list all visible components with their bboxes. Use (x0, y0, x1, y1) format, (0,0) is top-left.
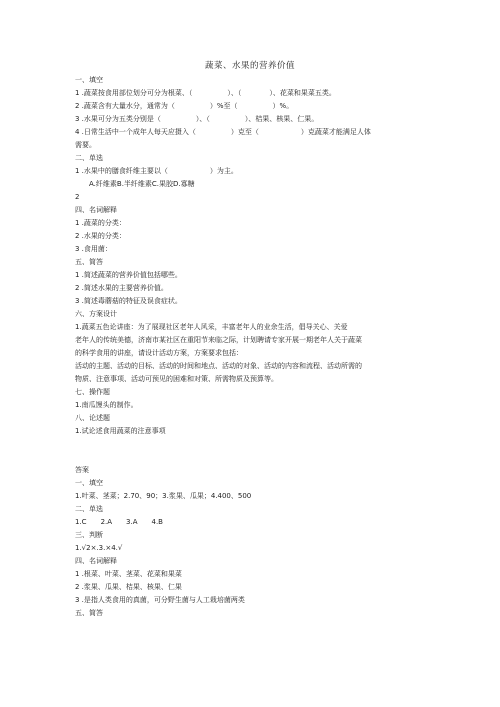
text-line: 活动的主题、活动的目标、活动的时间和地点、活动的对象、活动的内容和流程、活动所需的 (75, 362, 362, 370)
text-line: 答案 (75, 466, 89, 474)
text-line: 4 .日常生活中一个成年人每天应摄入（ ）克至（ ）克蔬菜才能满足人体 (75, 128, 371, 136)
text-line: 2 .蔬菜含有大量水分，通常为（ ）%至（ ）%。 (75, 102, 294, 110)
text-line: 1 .根菜、叶菜、茎菜、花菜和果菜 (75, 570, 182, 578)
text-line: 1 .简述蔬菜的营养价值包括哪些。 (75, 271, 182, 279)
text-line: 需要。 (75, 141, 96, 149)
text-line: 四、名词解释 (75, 557, 117, 565)
text-line: 六、方案设计 (75, 310, 117, 318)
text-line: 五、简答 (75, 609, 103, 617)
text-line: 老年人的传统美德，济南市某社区在重阳节来临之际，计划聘请专家开展一期老年人关于蔬菜 (75, 336, 362, 344)
text-line: 3 .食用菌： (75, 245, 112, 253)
text-line: 的科学食用的讲座，请设计活动方案，方案要求包括： (75, 349, 243, 357)
text-line: 3 .简述毒蘑菇的特征及误食症状。 (75, 297, 182, 305)
blank-line (75, 451, 425, 464)
document-title: 蔬菜、水果的营养价值 (204, 61, 295, 71)
text-line: 1.C 2.A 3.A 4.B (75, 518, 163, 526)
text-line: 五、简答 (75, 258, 103, 266)
text-line: 2 (75, 193, 80, 201)
text-line: 四、名词解释 (75, 206, 117, 214)
text-line: 2 .浆果、瓜果、桔果、核果、仁果 (75, 583, 182, 591)
text-line: 1.√2×.3.×4.√ (75, 544, 123, 552)
text-line: 七、操作题 (75, 388, 110, 396)
text-line: 八、论述题 (75, 414, 110, 422)
text-line: 3 .是指人类食用的真菌，可分野生菌与人工栽培菌两类 (75, 596, 245, 604)
text-line: 三、判断 (75, 531, 103, 539)
text-line: 一、填空 (75, 479, 103, 487)
blank-line (75, 438, 425, 451)
text-line: 1 .蔬菜的分类： (75, 219, 126, 227)
text-line: A.纤维素B.半纤维素C.果胶D.寡糖 (89, 180, 195, 188)
text-line: 1.叶菜、茎菜；2.70、90；3.浆果、瓜果；4.400、500 (75, 492, 252, 500)
text-line: 物质、注意事项、活动可预见的困难和对策、所需物质及预算等。 (75, 375, 278, 383)
text-line: 1 .水果中的膳食纤维主要以（ ）为主。 (75, 167, 238, 175)
document-body (75, 74, 425, 620)
text-line: 2 .水果的分类： (75, 232, 126, 240)
text-line: 1.南瓜馒头的制作。 (75, 401, 138, 409)
text-line: 1.试论述食用蔬菜的注意事项 (75, 427, 166, 435)
text-line: 二、单选 (75, 154, 103, 162)
text-line: 3 .水果可分为五类分别是（ ）、（ ）、桔果、核果、仁果。 (75, 115, 319, 123)
text-line: 1.蔬菜五色论讲座：为了展现社区老年人风采，丰富老年人的业余生活，倡导关心、关爱 (75, 323, 348, 331)
text-line: 二、单选 (75, 505, 103, 513)
text-line: 2 .简述水果的主要营养价值。 (75, 284, 168, 292)
text-line: 1 .蔬菜按食用部位划分可分为根菜、（ ）、（ ）、花菜和果菜五类。 (75, 89, 336, 97)
text-line: 一、填空 (75, 76, 103, 84)
